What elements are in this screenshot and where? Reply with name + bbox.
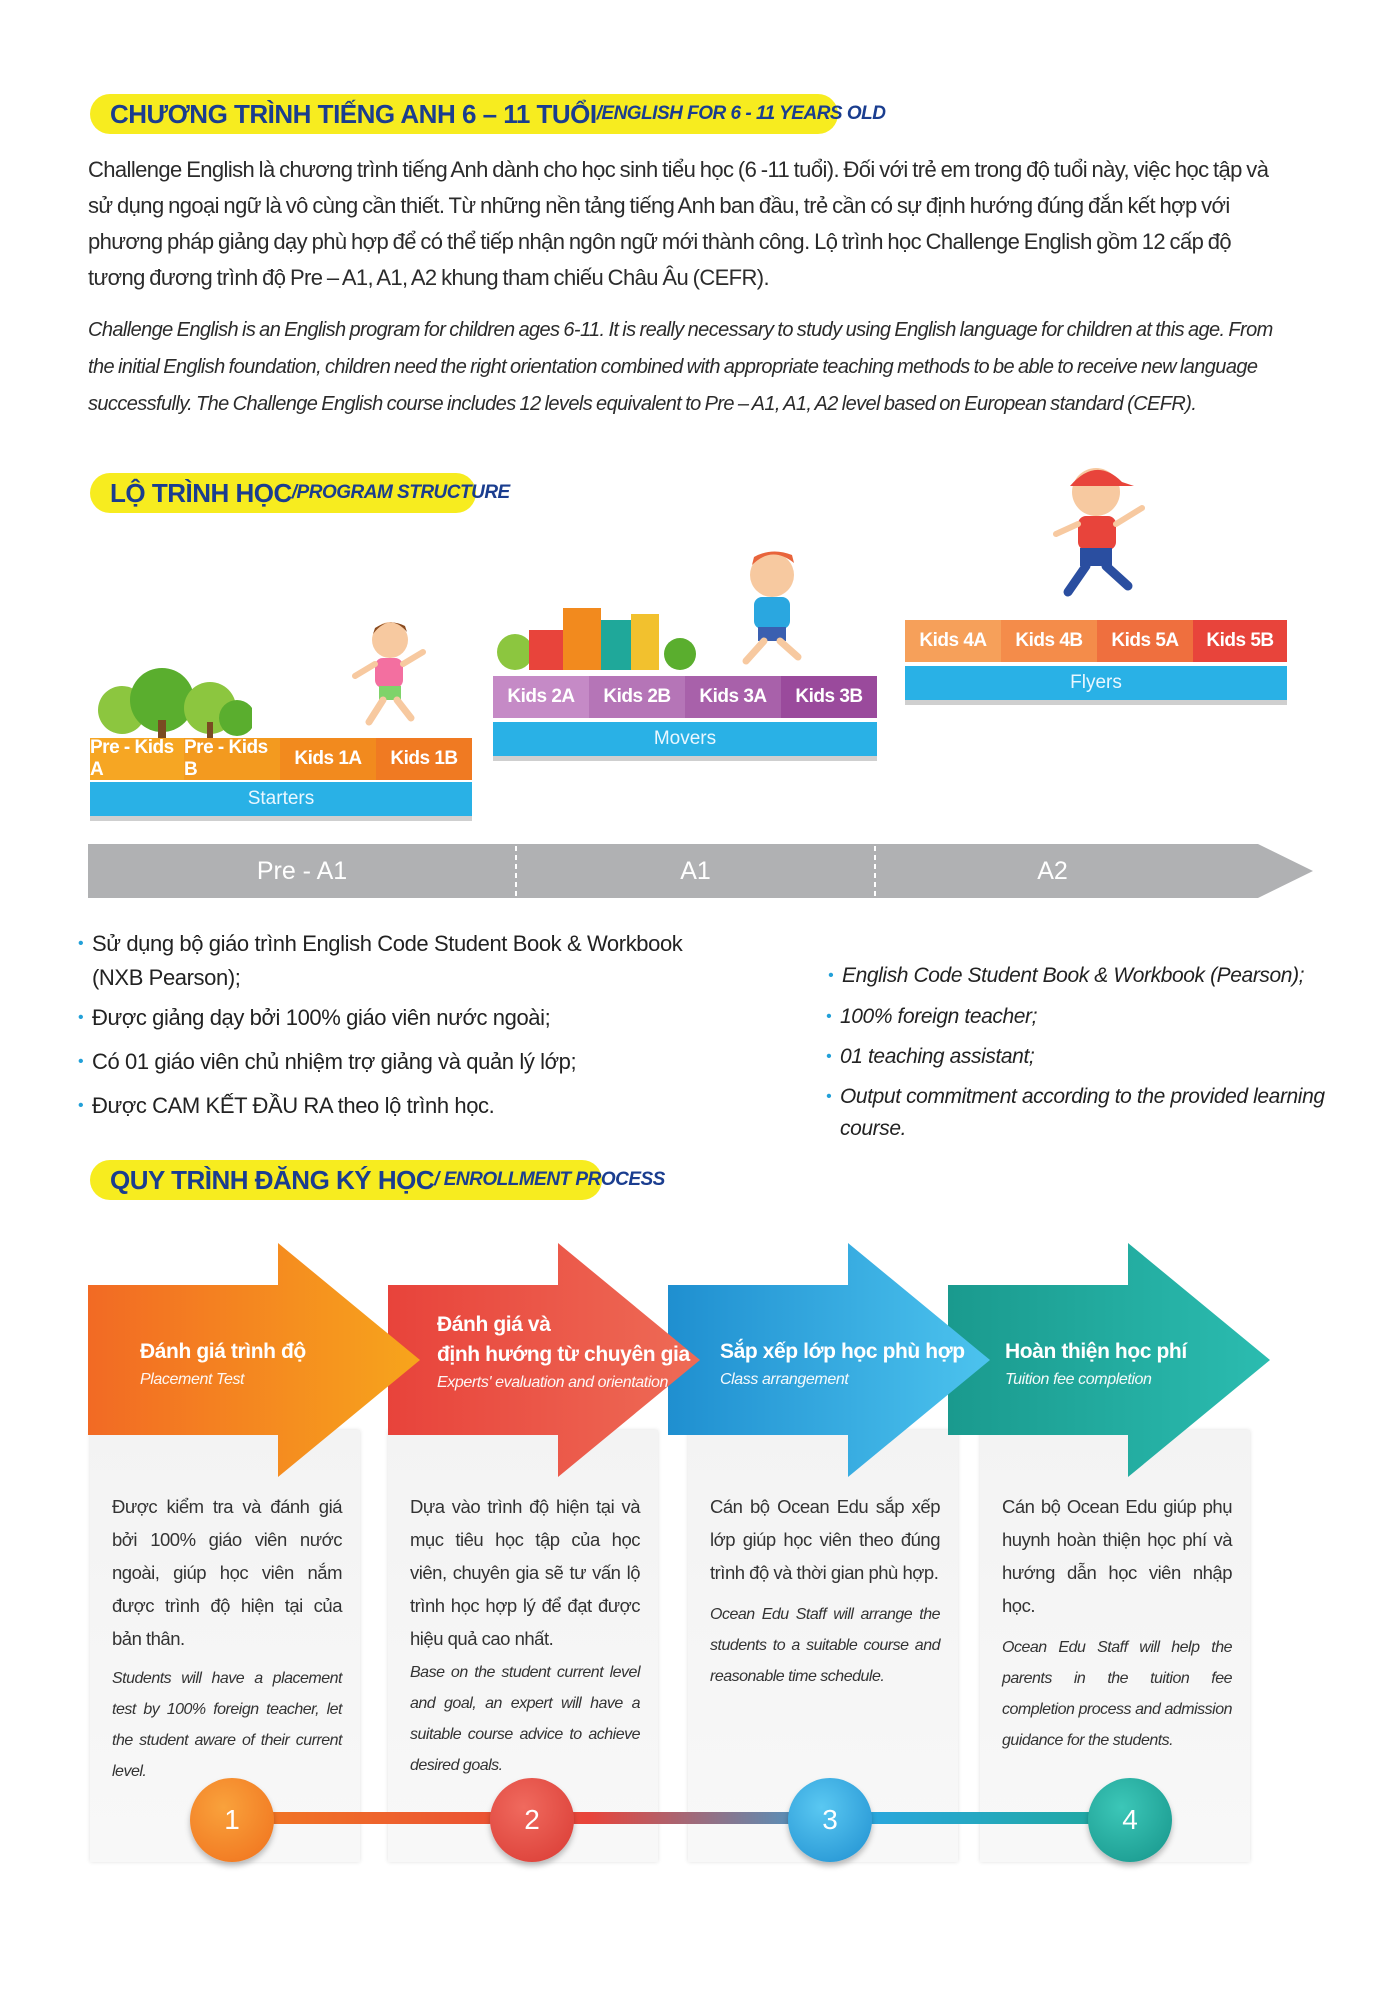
heading-vi: QUY TRÌNH ĐĂNG KÝ HỌC bbox=[110, 1164, 435, 1195]
step-4-title bbox=[1005, 1337, 1187, 1393]
step-4-title-text: Hoàn thiện học phí bbox=[1005, 1340, 1187, 1363]
step-3-desc-en: Ocean Edu Staff will arrange the students to a suitable course and reasonable time schedule. bbox=[710, 1606, 940, 1685]
level-kids-5b: Kids 5B bbox=[1193, 620, 1287, 662]
heading-vi: CHƯƠNG TRÌNH TIẾNG ANH 6 – 11 TUỔI bbox=[110, 98, 597, 129]
section-heading-enrollment bbox=[90, 1160, 665, 1200]
heading-en: /PROGRAM STRUCTURE bbox=[291, 482, 510, 503]
step-3-title bbox=[720, 1337, 965, 1393]
step-3-desc-vi: Cán bộ Ocean Edu sắp xếp lớp giúp học viên theo đúng trình độ và thời gian phù hợp. bbox=[710, 1496, 940, 1583]
step-2-title-line2: định hướng từ chuyên gia bbox=[437, 1343, 690, 1366]
scale-pre-a1: Pre - A1 bbox=[256, 856, 348, 885]
step-3-title-text: Sắp xếp lớp học phù hợp bbox=[720, 1340, 965, 1363]
step-number-2: 2 bbox=[490, 1778, 574, 1862]
heading-en: / ENROLLMENT PROCESS bbox=[434, 1169, 665, 1190]
band-movers: Movers bbox=[493, 722, 877, 756]
scale-a2: A2 bbox=[1037, 856, 1068, 885]
level-kids-4a: Kids 4A bbox=[905, 620, 1001, 662]
step-number-1: 1 bbox=[190, 1778, 274, 1862]
bullet-vi-2: • Được giảng dạy bởi 100% giáo viên nước ngoài; bbox=[92, 1002, 550, 1034]
bullet-en-3: • 01 teaching assistant; bbox=[840, 1041, 1034, 1073]
step-1-subtitle: Placement Test bbox=[140, 1371, 245, 1388]
step-2-desc-vi: Dựa vào trình độ hiện tại và mục tiêu học tập của học viên, chuyên gia sẽ tư vấn lộ trình học hợp lý để đạt được hiệu quả cao nhất. bbox=[410, 1496, 640, 1649]
step-1-desc-en: Students will have a placement test by 100% foreign teacher, let the student aware of their current level. bbox=[112, 1670, 342, 1780]
level-kids-5a: Kids 5A bbox=[1097, 620, 1193, 662]
step-2-desc-en: Base on the student current level and goal, an expert will have a suitable course advice to achieve desired goals. bbox=[410, 1664, 640, 1774]
step-2-desc bbox=[410, 1490, 640, 1781]
section-heading-program bbox=[90, 94, 886, 134]
bullet-vi-1: • Sử dụng bộ giáo trình English Code Student Book & Workbook bbox=[92, 928, 682, 960]
band-flyers: Flyers bbox=[905, 666, 1287, 700]
boy-with-cap-illustration bbox=[1038, 452, 1158, 602]
level-kids-3a: Kids 3A bbox=[685, 676, 781, 718]
step-1-desc bbox=[112, 1490, 342, 1787]
step-4-desc-vi: Cán bộ Ocean Edu giúp phụ huynh hoàn thiện học phí và hướng dẫn học viên nhập học. bbox=[1002, 1496, 1232, 1616]
boy-running-illustration bbox=[720, 545, 820, 670]
step-number-3: 3 bbox=[788, 1778, 872, 1862]
heading-en: /ENGLISH FOR 6 - 11 YEARS OLD bbox=[596, 103, 886, 124]
step-2-title-line1: Đánh giá và bbox=[437, 1313, 551, 1336]
level-pre-kids-a: Pre - Kids A bbox=[90, 738, 184, 780]
step-number-4: 4 bbox=[1088, 1778, 1172, 1862]
bullet-vi-4: • Được CAM KẾT ĐẦU RA theo lộ trình học. bbox=[92, 1090, 494, 1122]
step-3-desc bbox=[710, 1490, 940, 1692]
heading-vi: LỘ TRÌNH HỌC bbox=[110, 477, 292, 508]
step-4-subtitle: Tuition fee completion bbox=[1005, 1371, 1152, 1388]
level-kids-1b: Kids 1B bbox=[376, 738, 472, 780]
girl-running-illustration bbox=[335, 612, 435, 732]
bullet-vi-1-cont: (NXB Pearson); bbox=[92, 965, 241, 990]
step-1-title bbox=[140, 1337, 306, 1393]
trees-illustration bbox=[92, 660, 252, 740]
step-4-desc-en: Ocean Edu Staff will help the parents in the tuition fee completion process and admission guidance for the students. bbox=[1002, 1639, 1232, 1749]
bullet-en-2: • 100% foreign teacher; bbox=[840, 1001, 1037, 1033]
step-2-title bbox=[437, 1310, 690, 1396]
level-kids-1a: Kids 1A bbox=[280, 738, 376, 780]
step-1-title-text: Đánh giá trình độ bbox=[140, 1340, 306, 1363]
intro-paragraph-vi: Challenge English là chương trình tiếng Anh dành cho học sinh tiểu học (6 -11 tuổi). Đối với trẻ em trong độ tuổi này, việc học tập và sử dụng ngoại ngữ là vô cùng cần thiết. Từ những nền tảng tiếng Anh ban đầu, trẻ cần có sự định hướng đúng đắn kết hợp với phương pháp giảng dạy phù hợp để có thể tiếp nhận ngôn ngữ mới thành công. Lộ trình học Challenge English gồm 12 cấp độ tương đương trình độ Pre – A1, A1, A2 khung tham chiếu Châu Âu (CEFR). bbox=[88, 157, 1269, 290]
level-kids-2b: Kids 2B bbox=[589, 676, 685, 718]
bullet-en-1: • English Code Student Book & Workbook (Pearson); bbox=[842, 960, 1304, 992]
level-kids-2a: Kids 2A bbox=[493, 676, 589, 718]
bullet-vi-3: • Có 01 giáo viên chủ nhiệm trợ giảng và quản lý lớp; bbox=[92, 1046, 576, 1078]
step-timeline-line bbox=[230, 1810, 1130, 1826]
city-buildings-illustration bbox=[495, 600, 705, 675]
level-kids-3b: Kids 3B bbox=[781, 676, 877, 718]
scale-a1: A1 bbox=[680, 856, 711, 885]
step-1-desc-vi: Được kiểm tra và đánh giá bởi 100% giáo viên nước ngoài, giúp học viên nắm được trình độ hiện tại của bản thân. bbox=[112, 1496, 342, 1649]
step-4-desc bbox=[1002, 1490, 1232, 1756]
bullet-en-4: • Output commitment according to the provided learning course. bbox=[840, 1081, 1392, 1145]
intro-paragraph-en: Challenge English is an English program for children ages 6-11. It is really necessary to study using English language for children at this age. From the initial English foundation, children need the right orientation combined with appropriate teaching methods to be able to receive new language successfully. The Challenge English course includes 12 levels equivalent to Pre – A1, A1, A2 level based on European standard (CEFR). bbox=[88, 319, 1273, 415]
step-3-subtitle: Class arrangement bbox=[720, 1371, 849, 1388]
band-starters: Starters bbox=[90, 782, 472, 816]
step-2-subtitle: Experts' evaluation and orientation bbox=[437, 1374, 668, 1391]
section-heading-structure bbox=[90, 473, 510, 513]
level-kids-4b: Kids 4B bbox=[1001, 620, 1097, 662]
level-pre-kids-b: Pre - Kids B bbox=[184, 738, 280, 780]
